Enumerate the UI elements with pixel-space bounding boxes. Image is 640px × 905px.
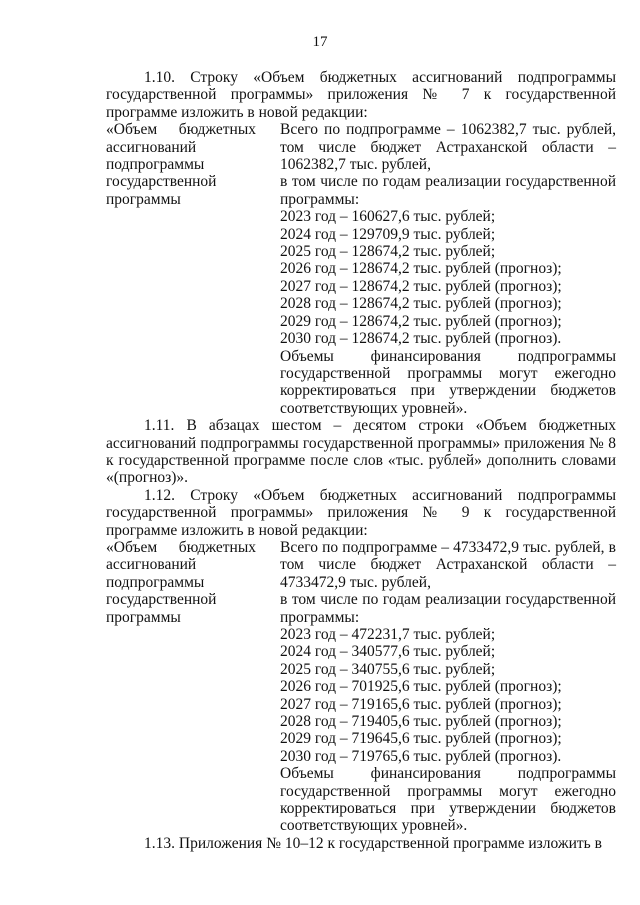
section-1-10-right-content xyxy=(270,121,616,417)
section-1-12-table xyxy=(106,539,616,835)
section-1-10-year: 2028 год – 128674,2 тыс. рублей (прогноз); xyxy=(280,295,562,313)
section-1-12-year: 2026 год – 701925,6 тыс. рублей (прогноз); xyxy=(280,678,562,696)
section-1-10-intro: 1.10. Строку «Объем бюджетных ассигнований подпрограммы государственной программы» приложения № 7 к государственной программе изложить в новой редакции: xyxy=(106,69,616,121)
section-1-10-year: 2027 год – 128674,2 тыс. рублей (прогноз); xyxy=(280,277,562,295)
section-1-12-year: 2028 год – 719405,6 тыс. рублей (прогноз); xyxy=(280,713,562,731)
section-1-10-note: Объемы финансирования подпрограммы государственной программы могут ежегодно корректироваться при утверждении бюджетов соответствующих уровней». xyxy=(280,347,616,417)
section-1-10-year: 2024 год – 129709,9 тыс. рублей; xyxy=(280,225,496,243)
section-1-10-year: 2030 год – 128674,2 тыс. рублей (прогноз). xyxy=(280,330,562,348)
section-1-10-year: 2025 год – 128674,2 тыс. рублей; xyxy=(280,243,496,261)
document-body xyxy=(106,69,616,852)
section-1-12-year: 2029 год – 719645,6 тыс. рублей (прогноз); xyxy=(280,730,562,748)
section-1-12-total: Всего по подпрограмме – 4733472,9 тыс. рублей, в том числе бюджет Астраханской области – 4733472,9 тыс. рублей, xyxy=(280,538,616,591)
page-number: 17 xyxy=(312,34,328,50)
section-1-12-year: 2024 год – 340577,6 тыс. рублей; xyxy=(280,643,496,661)
section-1-10-year: 2026 год – 128674,2 тыс. рублей (прогноз); xyxy=(280,260,562,278)
section-1-12-year: 2025 год – 340755,6 тыс. рублей; xyxy=(280,660,496,678)
section-1-10-year: 2029 год – 128674,2 тыс. рублей (прогноз); xyxy=(280,312,562,330)
section-1-11-text: 1.11. В абзацах шестом – десятом строки «Объем бюджетных ассигнований подпрограммы государственной программы» приложения № 8 к государственной программе после слов «тыс. рублей» дополнить словами «(прогноз)». xyxy=(106,417,616,487)
section-1-12-year: 2023 год – 472231,7 тыс. рублей; xyxy=(280,626,496,643)
section-1-10-table xyxy=(106,121,616,417)
section-1-12-intro: 1.12. Строку «Объем бюджетных ассигнований подпрограммы государственной программы» приложения № 9 к государственной программе изложить в новой редакции: xyxy=(106,486,616,539)
section-1-12-year: 2030 год – 719765,6 тыс. рублей (прогноз). xyxy=(280,747,562,765)
section-1-12-note: Объемы финансирования подпрограммы государственной программы могут ежегодно корректироваться при утверждении бюджетов соответствующих уровней». xyxy=(280,765,616,835)
section-1-12-by-years-intro: в том числе по годам реализации государственной программы: xyxy=(280,591,616,626)
section-1-10-total: Всего по подпрограмме – 1062382,7 тыс. рублей, том числе бюджет Астраханской области – 1062382,7 тыс. рублей, xyxy=(280,121,616,174)
section-1-12-right-content xyxy=(270,539,616,835)
section-1-10-year: 2023 год – 160627,6 тыс. рублей; xyxy=(280,208,496,226)
section-1-12-year: 2027 год – 719165,6 тыс. рублей (прогноз); xyxy=(280,695,562,713)
section-1-10-by-years-intro: в том числе по годам реализации государственной программы: xyxy=(280,173,616,208)
section-1-13-text: 1.13. Приложения № 10–12 к государственной программе изложить в xyxy=(144,834,602,852)
section-1-12-left-label: «Объем бюджетных ассигнований подпрограммы государственной программы xyxy=(106,538,256,626)
section-1-10-left-label: «Объем бюджетных ассигнований подпрограммы государственной программы xyxy=(106,121,256,208)
